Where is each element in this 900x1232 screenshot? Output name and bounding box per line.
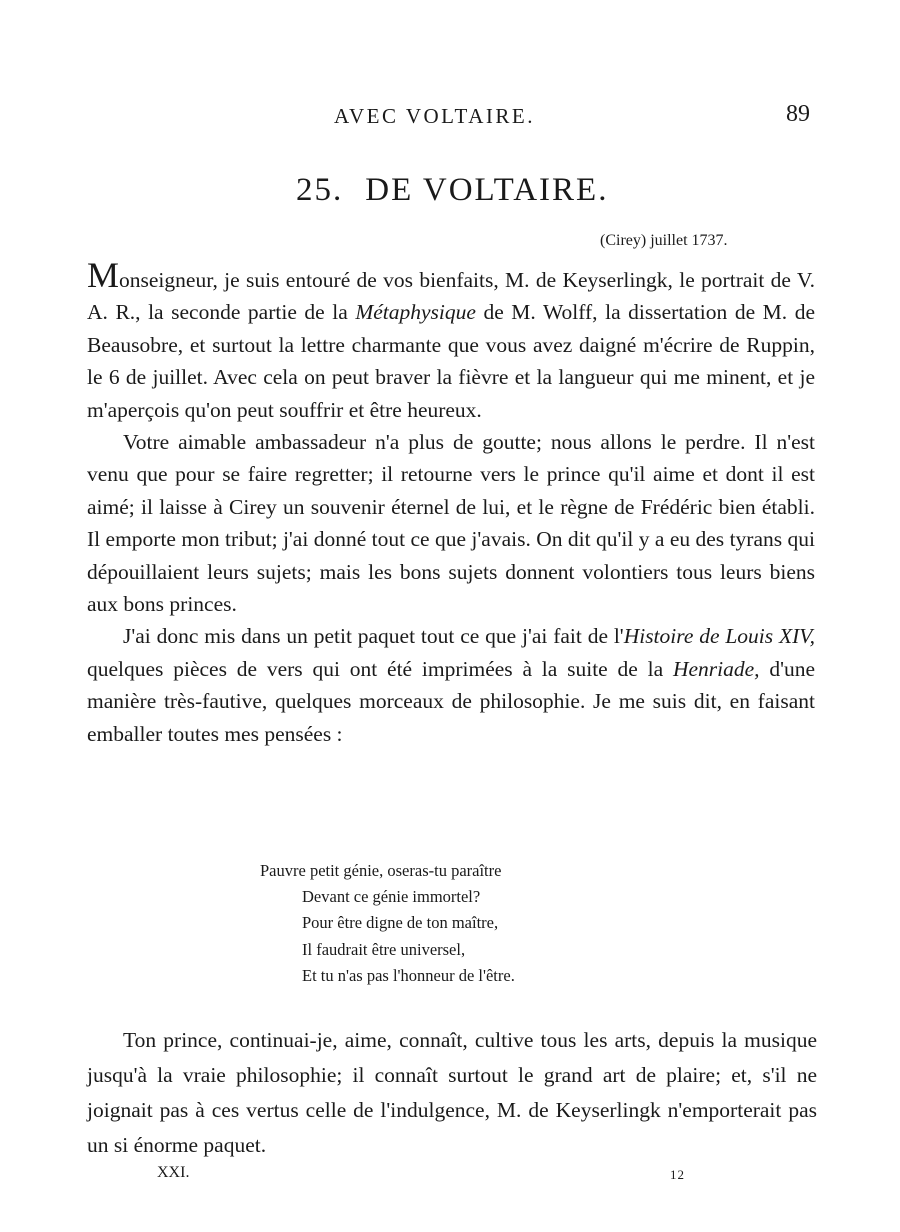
title-henriade: Henriade, bbox=[672, 656, 760, 681]
paragraph-3-text-a: J'ai donc mis dans un petit paquet tout ce que j'ai fait de l' bbox=[123, 624, 624, 649]
verse-block bbox=[260, 858, 515, 989]
running-head: AVEC VOLTAIRE. bbox=[334, 104, 535, 128]
drop-cap: M bbox=[87, 255, 120, 295]
verse-line: Devant ce génie immortel? bbox=[302, 887, 481, 907]
letter-title bbox=[296, 172, 608, 209]
paragraph-3-text-b: quelques pièces de vers qui ont été imprimées à la suite de la bbox=[87, 656, 673, 681]
verse-line: Il faudrait être universel, bbox=[302, 939, 466, 959]
title-histoire: Histoire de Louis XIV, bbox=[623, 624, 815, 649]
paragraph-2: Votre aimable ambassadeur n'a plus de goutte; nous allons le perdre. Il n'est venu que pour se faire regretter; il retourne vers le prince qu'il aime et dont il est aimé; il laisse à Cirey un souvenir éternel de lui, et le règne de Frédéric bien établi. Il emporte mon tribut; j'ai donné tout ce que j'avais. On dit qu'il y a eu des tyrans qui dépouillaient leurs sujets; mais les bons sujets donnent volontiers tous leurs biens aux bons princes. bbox=[87, 430, 815, 617]
verse-line: Pauvre petit génie, oseras-tu paraître bbox=[260, 861, 502, 880]
verse-line: Et tu n'as pas l'honneur de l'être. bbox=[302, 965, 515, 985]
verse-line: Pour être digne de ton maître, bbox=[302, 913, 499, 933]
paragraph-1-text-a: onseigneur, je suis entouré de vos bienfaits, M. de Keyserlingk, le portrait de V. A. R., la seconde partie de la bbox=[87, 268, 815, 325]
letter-number: 25. bbox=[296, 172, 344, 208]
letter-body bbox=[87, 255, 816, 750]
title-metaphysique: Métaphysique bbox=[355, 300, 476, 325]
dateline: (Cirey) juillet 1737. bbox=[600, 232, 728, 249]
paragraph-1 bbox=[87, 255, 815, 426]
paragraph-1-text-b: de M. Wolff, la dissertation de M. de Beausobre, et surtout la lettre charmante que vous avez daigné m'écrire de Ruppin, le 6 de juillet. Avec cela on peut braver la fièvre et la langueur qui me minent, et je m'aperçois qu'on peut souffrir et être heureux. bbox=[87, 300, 815, 422]
paragraph-3 bbox=[87, 620, 815, 750]
volume-signature: XXI. bbox=[157, 1164, 190, 1181]
page-number: 89 bbox=[786, 101, 810, 127]
paragraph-4: Ton prince, continuai-je, aime, connaît, cultive tous les arts, depuis la musique jusqu'à la vraie philosophie; il connaît surtout le grand art de plaire; et, s'il ne joignait pas à ces vertus celle de l'indulgence, M. de Keyserlingk n'emporterait pas un si énorme paquet. bbox=[87, 1028, 817, 1157]
paragraph-3-text-c: d'une manière très-fautive, quelques morceaux de philosophie. Je me suis dit, en faisant emballer toutes mes pensées : bbox=[87, 656, 816, 746]
sheet-signature: 12 bbox=[670, 1167, 685, 1182]
letter-heading: DE VOLTAIRE. bbox=[365, 172, 609, 208]
